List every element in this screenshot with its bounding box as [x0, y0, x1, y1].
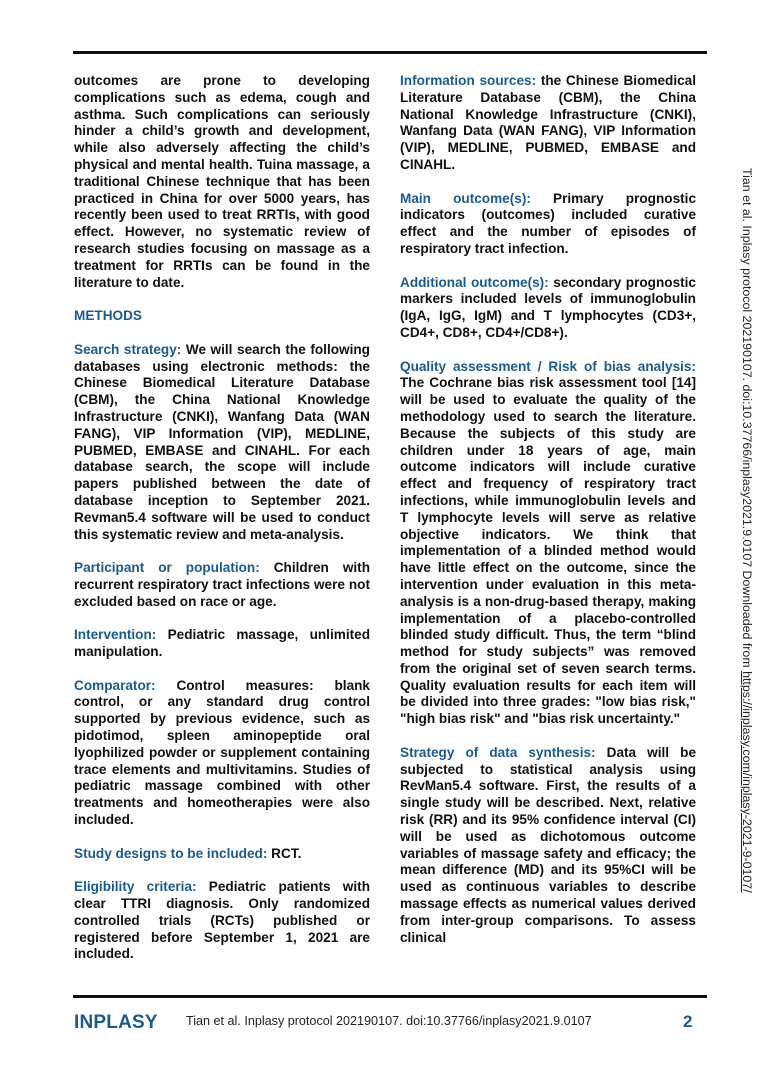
footer-brand-logo: INPLASY: [74, 1012, 158, 1033]
methods-heading: METHODS: [74, 308, 142, 324]
intro-paragraph: outcomes are prone to developing complications such as edema, cough and asthma. Such complications can seriously hinder a child’s growth and development, while also adversely affecting the child’s physical and mental health. Tuina massage, a traditional Chinese technique that has been practiced in China for over 5000 years, has recently been used to treat RRTIs, with good effect. However, no systematic review of research studies focusing on massage as a treatment for RRTIs can be found in the literature to date.: [74, 73, 370, 290]
top-rule: [73, 51, 707, 54]
side-download-note: [740, 168, 754, 893]
section-study-designs: [74, 846, 370, 863]
left-column: [74, 73, 370, 980]
section-text: The Cochrane bias risk assessment tool [14] will be used to evaluate the quality of the methodology used to search the literature. Because the subjects of this study are children under 18 years of age, main outcome indicators will include curative effect and frequency of respiratory tract infections, while immunoglobulin levels and T lymphocyte levels will serve as relative objective indicators. We think that implementation of a blinded method would have little effect on the outcome, since the intervention under evaluation in this meta-analysis is a non-drug-based therapy, making implementation of a placebo-controlled blinded study difficult. Thus, the term “blind method for study subjects” was removed from the original set of seven search terms. Quality evaluation results for each item will be divided into three grades: "low bias risk," "high bias risk" and "bias risk uncertainty.": [400, 375, 696, 727]
download-link[interactable]: https://inplasy.com/inplasy-2021-9-0107/: [740, 671, 754, 893]
section-information-sources: [400, 73, 696, 174]
section-text: Primary prognostic indicators (outcomes) included curative effect and the number of episodes of respiratory tract infection.: [400, 190, 697, 256]
section-text: Pediatric patients with clear TTRI diagnosis. Only randomized controlled trials (RCTs) published or registered before September 1, 2021 are included.: [74, 879, 370, 962]
section-text: the Chinese Biomedical Literature Database (CBM), the China National Knowledge Infrastructure (CNKI), Wanfang Data (WAN FANG), VIP Information (VIP), MEDLINE, PUBMED, EMBASE and CINAHL.: [400, 73, 697, 172]
section-label: Information sources:: [400, 73, 537, 88]
section-label: Additional outcome(s):: [400, 274, 549, 290]
section-label: Intervention:: [74, 627, 157, 643]
section-additional-outcomes: [400, 275, 696, 342]
section-data-synthesis: [400, 745, 696, 947]
section-intervention: [74, 627, 370, 661]
section-quality-assessment: [400, 359, 696, 729]
section-label: Comparator:: [74, 677, 156, 693]
section-label: Search strategy:: [74, 341, 182, 357]
section-text: Control measures: blank control, or any standard drug control supported by previous evidence, such as pidotimod, spleen aminopeptide oral lyophilized powder or supplement containing trace elements and multivitamins. Studies of pediatric massage combined with other treatments and homeotherapies were also included.: [74, 677, 370, 828]
section-label: Main outcome(s):: [400, 190, 531, 206]
section-label: Strategy of data synthesis:: [400, 744, 596, 760]
bottom-rule: [73, 995, 707, 998]
page-number: 2: [683, 1012, 693, 1031]
section-label: Participant or population:: [74, 560, 260, 576]
section-text: Children with recurrent respiratory tract infections were not excluded based on race or age.: [74, 560, 370, 609]
footer-citation: Tian et al. Inplasy protocol 202190107. doi:10.37766/inplasy2021.9.0107: [186, 1014, 592, 1028]
section-text: Data will be subjected to statistical analysis using RevMan5.4 software. First, the results of a single study will be described. Next, relative risk (RR) and its 95% confidence interval (CI) will be used as dichotomous outcome variables of massage safety and efficacy; the mean difference (MD) and its 95%CI will be used as continuous variables to describe massage effects as numerical values derived from inter-group comparisons. To assess clinical: [400, 744, 696, 945]
section-eligibility: [74, 879, 370, 963]
right-column: [400, 73, 696, 963]
section-label: Eligibility criteria:: [74, 879, 197, 895]
section-search-strategy: [74, 342, 370, 544]
section-comparator: [74, 678, 370, 829]
section-main-outcomes: [400, 191, 696, 258]
section-text: secondary prognostic markers included levels of immunoglobulin (IgA, IgG, IgM) and T lymphocytes (CD3+, CD4+, CD8+, CD4+/CD8+).: [400, 274, 696, 340]
section-label: Quality assessment / Risk of bias analysis:: [400, 358, 696, 374]
side-note-text: Tian et al. Inplasy protocol 202190107. doi:10.37766/inplasy2021.9.0107 Downloaded from: [740, 168, 754, 672]
section-label: Study designs to be included:: [74, 845, 268, 861]
section-text: RCT.: [267, 845, 302, 861]
section-text: We will search the following databases using electronic methods: the Chinese Biomedical Literature Database (CBM), the China National Knowledge Infrastructure (CNKI), Wanfang Data (WAN FANG), VIP Information (VIP), MEDLINE, PUBMED, EMBASE and CINAHL. For each database search, the scope will include papers published between the date of database inception to September 2021. Revman5.4 software will be used to conduct this systematic review and meta-analysis.: [74, 341, 370, 542]
section-text: Pediatric massage, unlimited manipulation.: [74, 627, 370, 660]
section-participant: [74, 560, 370, 610]
